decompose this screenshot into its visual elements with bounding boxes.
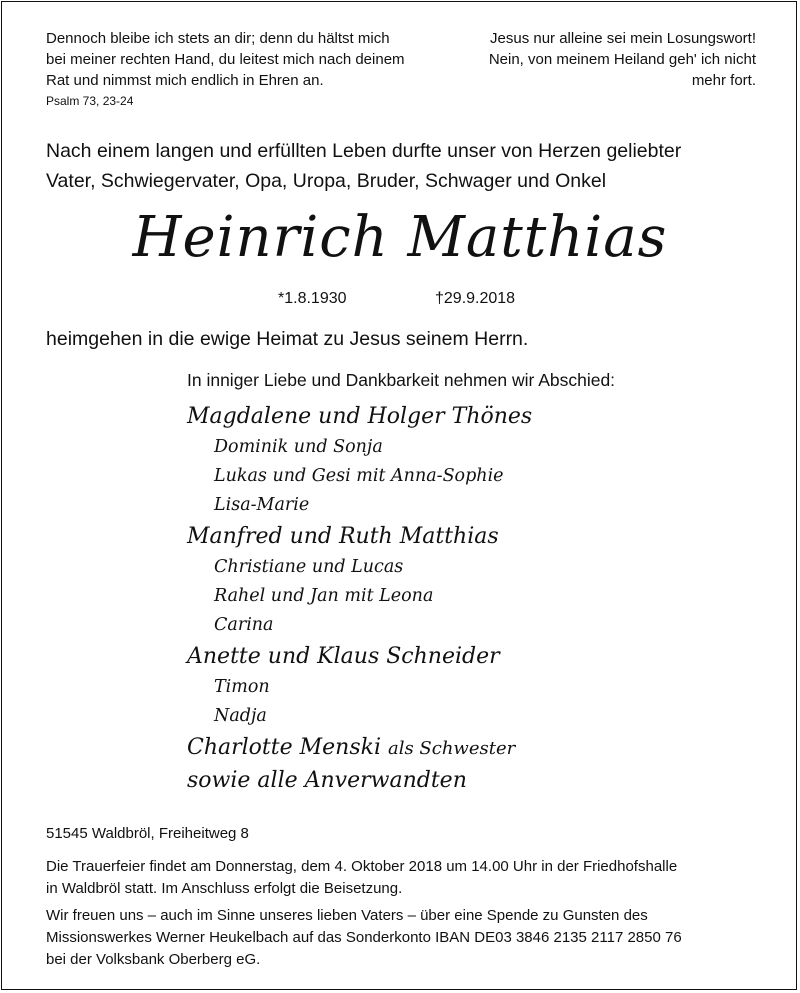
sibling-role: als Schwester <box>387 738 516 759</box>
family-member: Nadja <box>214 706 267 726</box>
ceremony-line: Die Trauerfeier findet am Donnerstag, dem 4. Oktober 2018 um 14.00 Uhr in der Friedhofshalle <box>46 858 678 875</box>
hymn-verse-line: Nein, von meinem Heiland geh' ich nicht <box>488 51 756 68</box>
family-member: Christiane und Lucas <box>214 557 404 577</box>
mourners-list <box>187 400 727 797</box>
family-member: Dominik und Sonja <box>214 437 383 457</box>
hymn-verse-line: Jesus nur alleine sei mein Losungswort! <box>490 30 756 47</box>
donation-info <box>46 905 758 971</box>
psalm-verse-line: Dennoch bleibe ich stets an dir; denn du hältst mich <box>46 30 390 47</box>
ceremony-info <box>46 856 758 900</box>
relatives-line: sowie alle Anverwandten <box>187 768 467 793</box>
donation-line: bei der Volksbank Oberberg eG. <box>46 951 261 968</box>
family-head: Anette und Klaus Schneider <box>187 644 500 669</box>
intro-line: Nach einem langen und erfüllten Leben durfte unser von Herzen geliebter <box>46 140 682 162</box>
sibling-entry <box>187 731 727 764</box>
psalm-verse-line: Rat und nimmst mich endlich in Ehren an. <box>46 72 324 89</box>
donation-line: Wir freuen uns – auch im Sinne unseres lieben Vaters – über eine Spende zu Gunsten des <box>46 907 648 924</box>
hymn-verse-line: mehr fort. <box>691 72 756 89</box>
psalm-reference: Psalm 73, 23-24 <box>46 94 134 108</box>
deceased-name: Heinrich Matthias <box>132 205 668 270</box>
family-member: Lisa-Marie <box>214 495 310 515</box>
family-member: Lukas und Gesi mit Anna-Sophie <box>214 466 504 486</box>
sibling-name: Charlotte Menski <box>187 735 381 760</box>
psalm-verse-line: bei meiner rechten Hand, du leitest mich nach deinem <box>46 51 405 68</box>
birth-date: *1.8.1930 <box>278 290 347 307</box>
ceremony-line: in Waldbröl statt. Im Anschluss erfolgt die Beisetzung. <box>46 880 403 897</box>
death-date: †29.9.2018 <box>435 290 516 307</box>
family-member: Carina <box>214 615 274 635</box>
family-member: Timon <box>214 677 270 697</box>
homegoing-text: heimgehen in die ewige Heimat zu Jesus seinem Herrn. <box>46 328 529 350</box>
intro-line: Vater, Schwiegervater, Opa, Uropa, Bruder, Schwager und Onkel <box>46 170 607 192</box>
psalm-verse <box>46 28 446 91</box>
address: 51545 Waldbröl, Freiheitweg 8 <box>46 825 249 842</box>
farewell-text: In inniger Liebe und Dankbarkeit nehmen wir Abschied: <box>187 370 616 390</box>
intro-text <box>46 136 758 196</box>
family-member: Rahel und Jan mit Leona <box>214 586 434 606</box>
hymn-verse <box>436 28 756 91</box>
family-head: Magdalene und Holger Thönes <box>187 404 533 429</box>
donation-line: Missionswerkes Werner Heukelbach auf das Sonderkonto IBAN DE03 3846 2135 2117 2850 76 <box>46 929 682 946</box>
family-head: Manfred und Ruth Matthias <box>187 524 499 549</box>
